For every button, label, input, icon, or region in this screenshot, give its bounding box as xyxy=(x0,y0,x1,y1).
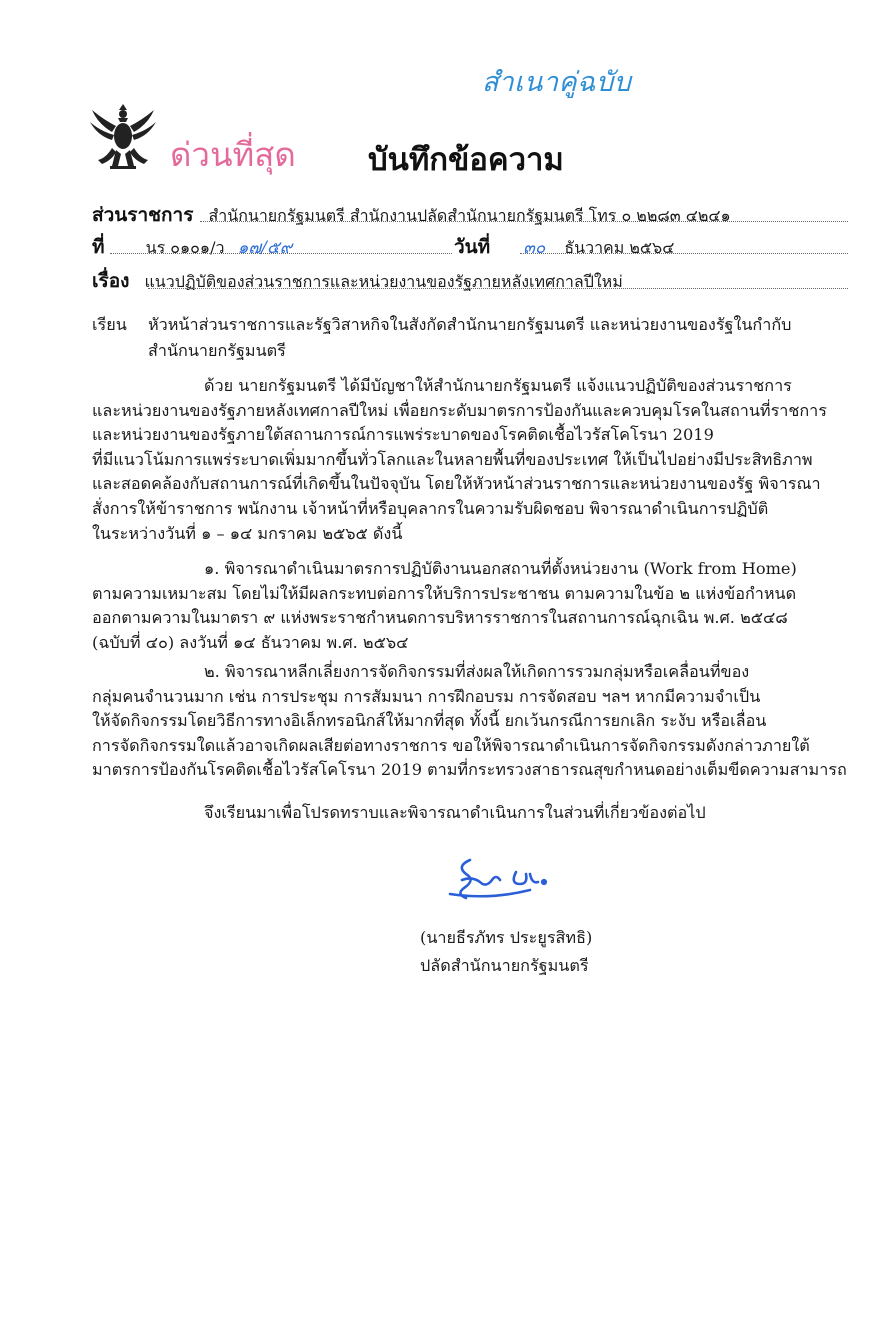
subject-value: แนวปฏิบัติของส่วนราชการและหน่วยงานของรัฐภายหลังเทศกาลปีใหม่ xyxy=(144,272,623,291)
closing-line: จึงเรียนมาเพื่อโปรดทราบและพิจารณาดำเนินการในส่วนที่เกี่ยวข้องต่อไป xyxy=(204,803,706,822)
agency-row xyxy=(92,200,731,230)
signer-title: ปลัดสำนักนายกรัฐมนตรี xyxy=(420,956,589,975)
body-line: สั่งการให้ข้าราชการ พนักงาน เจ้าหน้าที่หรือบุคลากรในความรับผิดชอบ พิจารณาดำเนินการปฏิบัติ xyxy=(92,498,769,518)
date-row xyxy=(454,232,674,262)
agency-label: ส่วนราชการ xyxy=(92,204,194,226)
copy-stamp: สำเนาคู่ฉบับ xyxy=(482,67,632,98)
body-paragraph-3 xyxy=(92,660,848,783)
signer-name: (นายธีรภัทร ประยูรสิทธิ) xyxy=(420,928,593,947)
subject-dotline xyxy=(148,288,848,289)
body-line: ตามความเหมาะสม โดยไม่ให้มีผลกระทบต่อการให้บริการประชาชน ตามความในข้อ ๒ แห่งข้อกำหนด xyxy=(92,583,797,603)
body-line: ที่มีแนวโน้มการแพร่ระบาดเพิ่มมากขึ้นทั่วโลกและในหลายพื้นที่ของประเทศ ให้เป็นไปอย่างมีประสิทธิภาพ xyxy=(92,449,813,469)
body-line: และหน่วยงานของรัฐภายใต้สถานการณ์การแพร่ระบาดของโรคติดเชื้อไวรัสโคโรนา 2019 xyxy=(92,425,714,445)
body-line: (ฉบับที่ ๔๐) ลงวันที่ ๑๔ ธันวาคม พ.ศ. ๒๕๖๔ xyxy=(92,632,409,652)
memo-title: บันทึกข้อความ xyxy=(368,142,564,178)
addressee-line: หัวหน้าส่วนราชการและรัฐวิสาหกิจในสังกัดสำนักนายกรัฐมนตรี และหน่วยงานของรัฐในกำกับ xyxy=(148,315,792,334)
addressee-line: สำนักนายกรัฐมนตรี xyxy=(148,341,286,360)
agency-dotline xyxy=(200,221,848,222)
subject-row xyxy=(92,266,623,296)
urgency-stamp: ด่วนที่สุด xyxy=(170,135,296,174)
body-line: ให้จัดกิจกรรมโดยวิธีการทางอิเล็กทรอนิกส์ให้มากที่สุด ทั้งนี้ ยกเว้นกรณีการยกเลิก ระงับ หรือเลื่อน xyxy=(92,711,767,731)
number-value: นร ๐๑๐๑/ว xyxy=(145,238,225,257)
body-paragraph-1 xyxy=(92,374,848,546)
number-dotline xyxy=(110,253,452,254)
agency-value: สำนักนายกรัฐมนตรี สำนักงานปลัดสำนักนายกรัฐมนตรี โทร ๐ ๒๒๘๓ ๔๒๔๑ xyxy=(208,206,731,225)
body-line: และหน่วยงานของรัฐภายหลังเทศกาลปีใหม่ เพื่อยกระดับมาตรการป้องกันและควบคุมโรคในสถานที่ราชการ xyxy=(92,400,827,420)
body-line: และสอดคล้องกับสถานการณ์ที่เกิดขึ้นในปัจจุบัน โดยให้หัวหน้าส่วนราชการและหน่วยงานของรัฐ พิจารณา xyxy=(92,474,821,494)
body-line: กลุ่มคนจำนวนมาก เช่น การประชุม การสัมมนา การฝึกอบรม การจัดสอบ ฯลฯ หากมีความจำเป็น xyxy=(92,686,761,706)
body-line: การจัดกิจกรรมใดแล้วอาจเกิดผลเสียต่อทางราชการ ขอให้พิจารณาดำเนินการจัดกิจกรรมดังกล่าวภายใต้ xyxy=(92,735,810,755)
body-line: มาตรการป้องกันโรคติดเชื้อไวรัสโคโรนา 2019 ตามที่กระทรวงสาธารณสุขกำหนดอย่างเต็มขีดความสามารถ xyxy=(92,760,847,780)
date-label: วันที่ xyxy=(454,236,491,258)
date-day: ๓๐ xyxy=(523,238,546,258)
date-month-year: ธันวาคม ๒๕๖๔ xyxy=(564,238,675,257)
addressee-label: เรียน xyxy=(92,315,127,334)
body-line: ออกตามความในมาตรา ๙ แห่งพระราชกำหนดการบริหารราชการในสถานการณ์ฉุกเฉิน พ.ศ. ๒๕๔๘ xyxy=(92,608,788,628)
number-handwritten: ๑๗/๕๙ xyxy=(237,238,293,258)
number-row xyxy=(92,232,292,262)
date-dotline xyxy=(520,253,848,254)
body-line: ๒. พิจารณาหลีกเลี่ยงการจัดกิจกรรมที่ส่งผลให้เกิดการรวมกลุ่มหรือเคลื่อนที่ของ xyxy=(204,662,750,681)
body-paragraph-2 xyxy=(92,557,848,655)
garuda-emblem-icon xyxy=(88,100,158,172)
signature-image xyxy=(440,850,560,910)
subject-label: เรื่อง xyxy=(92,270,130,292)
body-line: ในระหว่างวันที่ ๑ – ๑๔ มกราคม ๒๕๖๕ ดังนี้ xyxy=(92,523,403,543)
body-line: ๑. พิจารณาดำเนินมาตรการปฏิบัติงานนอกสถานที่ตั้งหน่วยงาน (Work from Home) xyxy=(204,559,797,578)
addressee-block xyxy=(148,312,848,364)
body-line: ด้วย นายกรัฐมนตรี ได้มีบัญชาให้สำนักนายกรัฐมนตรี แจ้งแนวปฏิบัติของส่วนราชการ xyxy=(204,376,792,395)
number-label: ที่ xyxy=(92,236,105,258)
